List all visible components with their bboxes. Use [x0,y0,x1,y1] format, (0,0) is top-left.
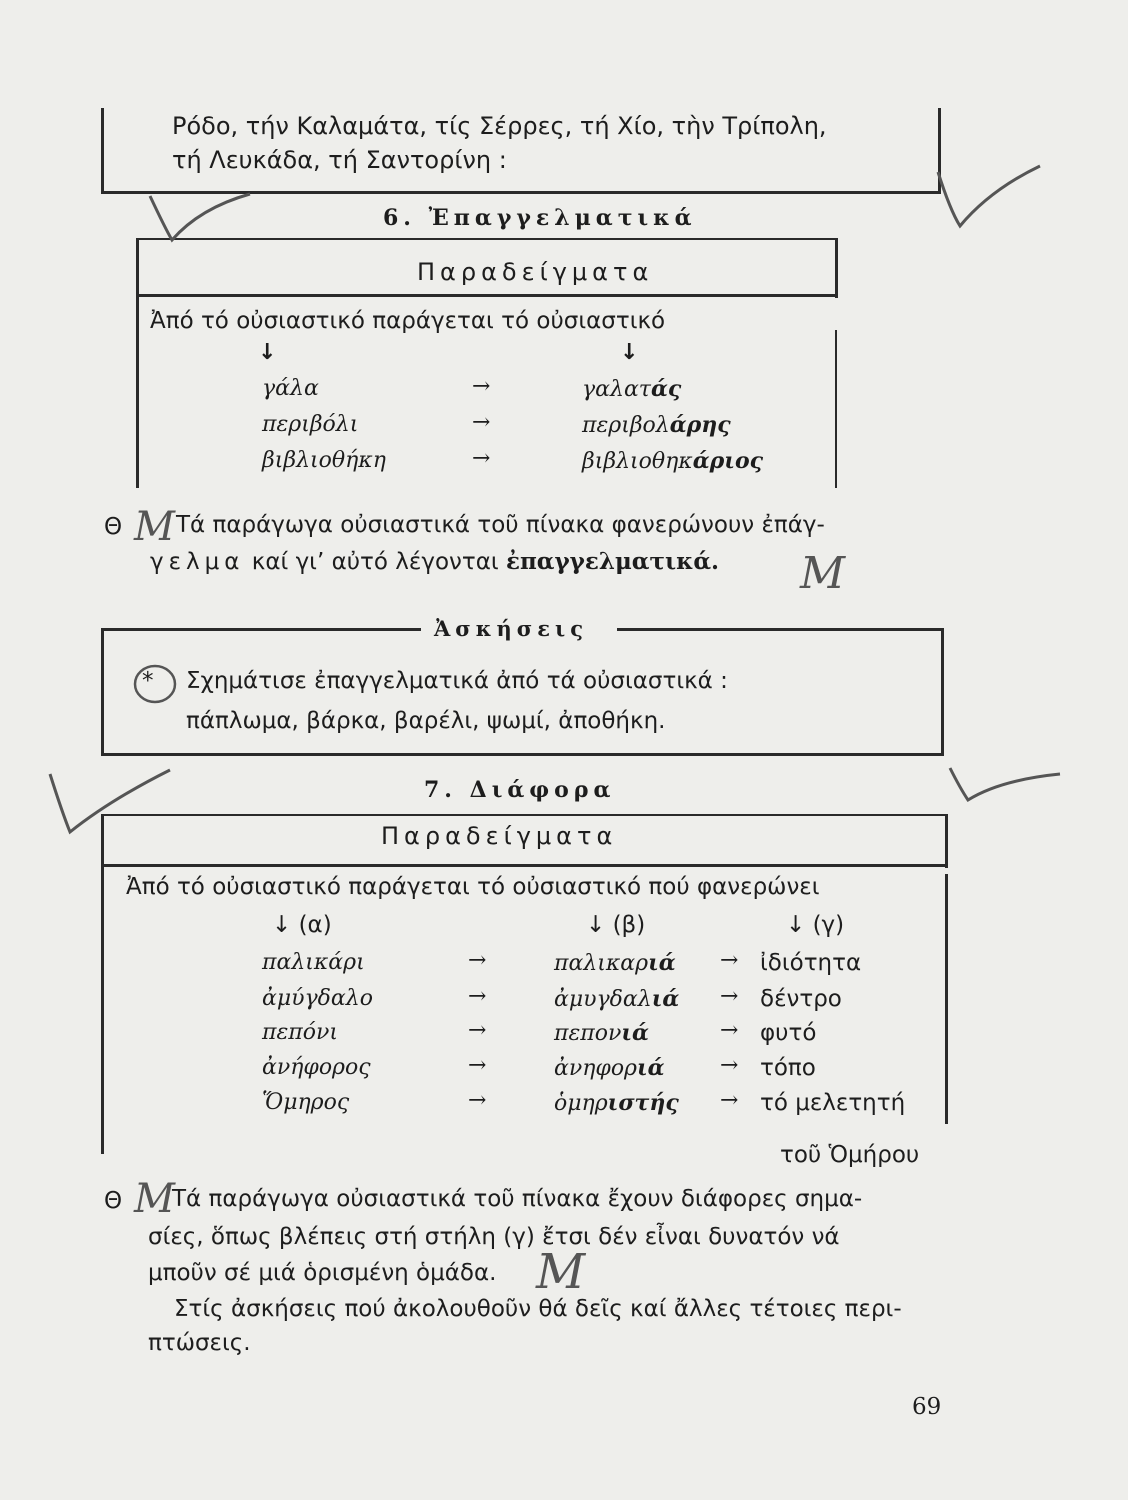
exercise-bullet: * [142,668,154,694]
box-left [101,628,104,756]
page-number: 69 [912,1394,942,1420]
right-arrow-icon: → [468,948,487,973]
word-suffix: ιά [637,1055,665,1081]
right-arrow-icon: → [468,1053,487,1078]
top-box-line-1: Ρόδο, τήν Καλαμάτα, τίς Σέρρες, τή Χίο, τὴν Τρίπολη, [172,112,827,140]
box-top-right [617,628,944,631]
spaced-word: γελμα [150,549,245,575]
word-suffix: άρης [669,412,731,438]
table-row-from: ἀνήφορος [262,1055,371,1080]
column-c-label: ↓ (γ) [786,912,845,938]
word-stem: ἀμυγδαλ [554,987,652,1012]
right-arrow-icon: → [720,1053,739,1078]
table-left-border [136,238,139,488]
table-row-to [554,1055,665,1081]
word-suffix: ιστής [607,1090,679,1116]
table-right-border [945,814,948,868]
meaning: τόπο [760,1055,816,1081]
section-7-theory-line-2: σίες, ὅπως βλέπεις στή στήλη (γ) ἔτσι δέν εἶναι δυνατόν νά [148,1224,840,1250]
column-b-label: ↓ (β) [586,912,646,938]
section-7-table-header: Παραδείγματα [381,822,618,850]
section-7-theory-line-1: Τά παράγωγα οὐσιαστικά τοῦ πίνακα ἔχουν διάφορες σημα- [172,1186,863,1212]
box-right [941,628,944,756]
section-6-rule: Ἀπό τό οὐσιαστικό παράγεται τό οὐσιαστικό [150,308,666,334]
section-6-theory-line-1: Τά παράγωγα οὐσιαστικά τοῦ πίνακα φανερώνουν ἐπάγ- [176,512,825,538]
word-stem: γαλατ [582,377,651,402]
exercises-title: Ἀσκήσεις [434,616,588,641]
top-box-line-2: τή Λευκάδα, τή Σαντορίνη : [172,146,507,174]
table-top-border [136,238,838,240]
right-arrow-icon: → [472,374,491,399]
word-suffix: ιά [648,950,676,976]
section-6-theory-line-2 [150,548,719,575]
table-body-right-border [835,330,837,488]
exercise-line-2: πάπλωμα, βάρκα, βαρέλι, ψωμί, ἀποθήκη. [186,708,666,734]
word-suffix: ιά [621,1020,649,1046]
right-arrow-icon: → [468,1088,487,1113]
meaning: φυτό [760,1020,817,1046]
right-arrow-icon: → [472,410,491,435]
table-row-to [554,1020,649,1046]
column-a-label: ↓ (α) [272,912,332,938]
meaning: τό μελετητή [760,1090,906,1116]
table-header-divider [136,294,838,297]
word-stem: πεπον [554,1021,622,1046]
section-7-theory-line-4: Στίς ἀσκήσεις πού ἀκολουθοῦν θά δεῖς καί ἄλλες τέτοιες περι- [174,1296,902,1322]
word-stem: περιβολ [582,413,670,438]
theory-marker: Θ [104,514,123,540]
word-stem: ὁμηρ [554,1091,608,1116]
right-arrow-icon: → [468,984,487,1009]
top-box-right-border [938,108,941,194]
meaning: ἰδιότητα [760,950,862,976]
section-6-title: 6. Ἐπαγγελματικά [383,205,697,231]
table-body-right-border [945,874,948,1124]
theory-marker: Θ [104,1188,123,1214]
checkmark-icon [930,160,1050,240]
section-7-theory-line-5: πτώσεις. [148,1330,251,1356]
table-row-to [554,1090,679,1116]
down-arrow-icon: ↓ [620,340,639,365]
table-row-to [582,448,763,474]
box-bottom [101,753,944,756]
box-top-left [101,628,421,631]
right-arrow-icon: → [720,948,739,973]
table-row-to [554,986,679,1012]
right-arrow-icon: → [472,446,491,471]
right-arrow-icon: → [720,1018,739,1043]
meaning: δέντρο [760,986,842,1012]
section-7-theory-line-3: μποῦν σέ μιά ὁρισμένη ὁμάδα. [148,1260,497,1286]
word-suffix: ιά [651,986,680,1012]
table-row-from: Ὅμηρος [262,1090,350,1115]
word-stem: ἀνηφορ [554,1056,637,1081]
checkmark-icon [940,760,1070,820]
table-right-border [835,238,838,298]
meaning-continuation: τοῦ Ὁμήρου [780,1142,920,1168]
word-stem: βιβλιοθηκ [582,449,693,474]
table-row-from: πεπόνι [262,1020,338,1045]
right-arrow-icon: → [468,1018,487,1043]
key-term: ἐπαγγελματικά. [505,548,720,575]
table-top-border [101,814,948,816]
word-suffix: άς [650,376,682,402]
pen-mark: M [536,1244,586,1300]
table-header-divider [101,864,948,867]
section-6-table-header: Παραδείγματα [417,258,654,286]
right-arrow-icon: → [720,1088,739,1113]
table-row-to [582,412,731,438]
theory-text: καί γι’ αὐτό λέγονται [244,549,506,575]
section-7-title: 7. Διάφορα [424,777,616,803]
exercise-line-1: Σχημάτισε ἐπαγγελματικά ἀπό τά οὐσιαστικά : [186,668,728,694]
down-arrow-icon: ↓ [258,340,277,365]
table-row-from: βιβλιοθήκη [262,448,386,473]
right-arrow-icon: → [720,984,739,1009]
table-row-from: παλικάρι [262,950,365,975]
top-box-bottom-border [101,191,941,194]
table-row-from: ἀμύγδαλο [262,986,373,1011]
table-row-from: περιβόλι [262,412,359,437]
pen-mark: M [134,1176,175,1222]
top-box-left-border [101,108,104,194]
table-row-from: γάλα [262,376,319,401]
word-suffix: άριος [692,448,764,474]
table-row-to [554,950,676,976]
section-7-rule: Ἀπό τό οὐσιαστικό παράγεται τό οὐσιαστικό πού φανερώνει [126,874,820,900]
pen-mark: M [134,504,175,550]
word-stem: παλικαρ [554,951,649,976]
table-row-to [582,376,681,402]
pen-mark: M [800,548,846,599]
